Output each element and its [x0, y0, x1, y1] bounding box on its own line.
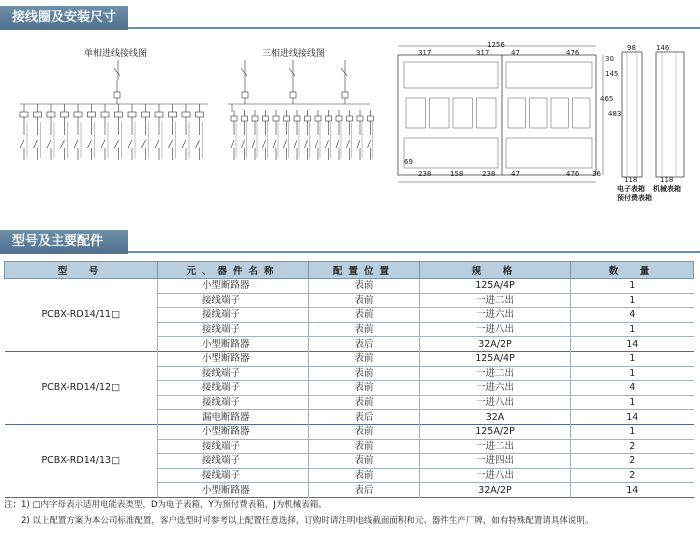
front-view-drawing	[390, 40, 620, 190]
quantity-cell: 1	[571, 366, 694, 381]
component-cell: 小型断路器	[158, 424, 309, 439]
position-cell: 表前	[309, 454, 420, 469]
position-cell: 表前	[309, 424, 420, 439]
position-cell: 表前	[309, 279, 420, 294]
dim-36: 36	[592, 170, 601, 178]
position-cell: 表前	[309, 366, 420, 381]
col-model: 型 号	[5, 262, 158, 279]
quantity-cell: 2	[571, 468, 694, 483]
table-row	[5, 424, 694, 439]
position-cell: 表前	[309, 395, 420, 410]
dim-465: 465	[600, 95, 614, 103]
single-phase-label: 单相进线接线图	[84, 49, 148, 59]
section-title-wiring: 接线圈及安装尺寸	[0, 6, 128, 30]
spec-cell: 一进二出	[420, 293, 571, 308]
dim-69: 69	[404, 158, 413, 166]
position-cell: 表前	[309, 351, 420, 366]
section-rule	[128, 251, 700, 253]
dim-118a: 118	[624, 176, 638, 184]
component-cell: 小型断路器	[158, 337, 309, 352]
dim-158: 158	[450, 170, 464, 178]
quantity-cell: 2	[571, 439, 694, 454]
model-cell: PCBX-RD14/12□	[5, 351, 158, 424]
quantity-cell: 4	[571, 381, 694, 396]
table-header-row	[5, 262, 694, 279]
quantity-cell: 14	[571, 410, 694, 425]
component-cell: 接线端子	[158, 322, 309, 337]
component-cell: 接线端子	[158, 308, 309, 323]
spec-cell: 一进八出	[420, 468, 571, 483]
component-cell: 接线端子	[158, 293, 309, 308]
spec-cell: 一进二出	[420, 366, 571, 381]
col-quantity: 数 量	[571, 262, 694, 279]
spec-cell: 一进六出	[420, 381, 571, 396]
spec-table	[4, 261, 694, 498]
dim-238a: 238	[418, 170, 432, 178]
quantity-cell: 1	[571, 322, 694, 337]
spec-cell: 一进八出	[420, 322, 571, 337]
dim-47a: 47	[511, 49, 520, 57]
component-cell: 小型断路器	[158, 483, 309, 498]
position-cell: 表前	[309, 439, 420, 454]
quantity-cell: 1	[571, 395, 694, 410]
quantity-cell: 14	[571, 483, 694, 498]
col-spec: 规 格	[420, 262, 571, 279]
dim-47b: 47	[511, 170, 520, 178]
spec-cell: 一进八出	[420, 395, 571, 410]
quantity-cell: 1	[571, 424, 694, 439]
component-cell: 小型断路器	[158, 351, 309, 366]
component-cell: 接线端子	[158, 454, 309, 469]
component-cell: 漏电断路器	[158, 410, 309, 425]
dim-238b: 238	[482, 170, 496, 178]
dim-145: 145	[605, 70, 619, 78]
quantity-cell: 1	[571, 293, 694, 308]
position-cell: 表前	[309, 308, 420, 323]
dim-146: 146	[656, 44, 670, 52]
quantity-cell: 14	[571, 337, 694, 352]
position-cell: 表前	[309, 381, 420, 396]
component-cell: 小型断路器	[158, 279, 309, 294]
component-cell: 接线端子	[158, 468, 309, 483]
dim-476b: 476	[566, 170, 580, 178]
dim-317b: 317	[476, 49, 490, 57]
position-cell: 表前	[309, 293, 420, 308]
col-component: 元、器件名称	[158, 262, 309, 279]
section-rule	[128, 27, 700, 29]
spec-cell: 125A/4P	[420, 351, 571, 366]
section-header-model	[0, 230, 700, 254]
position-cell: 表前	[309, 322, 420, 337]
dim-317a: 317	[418, 49, 432, 57]
component-cell: 接线端子	[158, 439, 309, 454]
dim-476a: 476	[566, 49, 580, 57]
section-header-wiring	[0, 6, 700, 30]
notes	[4, 497, 593, 529]
position-cell: 表后	[309, 337, 420, 352]
spec-cell: 一进六出	[420, 308, 571, 323]
spec-cell: 32A/2P	[420, 337, 571, 352]
quantity-cell: 1	[571, 351, 694, 366]
dim-30: 30	[605, 55, 614, 63]
spec-cell: 32A/2P	[420, 483, 571, 498]
model-cell: PCBX-RD14/11□	[5, 279, 158, 352]
label-electronic-box: 电子表箱	[617, 185, 645, 193]
quantity-cell: 1	[571, 279, 694, 294]
dim-98: 98	[627, 44, 636, 52]
table-row	[5, 279, 694, 294]
note-1: 注：1) □内字母表示适用电能表类型，D为电子表箱，Y为预付费表箱，J为机械表箱。	[4, 500, 327, 510]
position-cell: 表后	[309, 410, 420, 425]
component-cell: 接线端子	[158, 395, 309, 410]
spec-cell: 125A/2P	[420, 424, 571, 439]
spec-cell: 32A	[420, 410, 571, 425]
label-prepaid-box: 预付费表箱	[617, 194, 652, 202]
dim-118b: 118	[660, 176, 674, 184]
quantity-cell: 4	[571, 308, 694, 323]
note-2: 2) 以上配置方案为本公司标准配置，客户选型时可参考以上配置任意选择，订购时请注明电线截面面积和元、器件生产厂牌，如有特殊配置请具体说明。	[21, 516, 594, 526]
position-cell: 表前	[309, 468, 420, 483]
component-cell: 接线端子	[158, 381, 309, 396]
spec-cell: 一进四出	[420, 454, 571, 469]
component-cell: 接线端子	[158, 366, 309, 381]
label-mechanical-box: 机械表箱	[653, 185, 681, 193]
position-cell: 表后	[309, 483, 420, 498]
quantity-cell: 2	[571, 454, 694, 469]
dim-483: 483	[608, 110, 622, 118]
spec-cell: 125A/4P	[420, 279, 571, 294]
table-row	[5, 351, 694, 366]
col-position: 配置位置	[309, 262, 420, 279]
model-cell: PCBX-RD14/13□	[5, 424, 158, 497]
side-view-drawing	[618, 40, 688, 190]
dim-1256: 1256	[487, 41, 505, 49]
spec-cell: 一进二出	[420, 439, 571, 454]
section-title-model: 型号及主要配件	[0, 230, 128, 254]
three-phase-label: 三相进线接线图	[262, 49, 326, 59]
